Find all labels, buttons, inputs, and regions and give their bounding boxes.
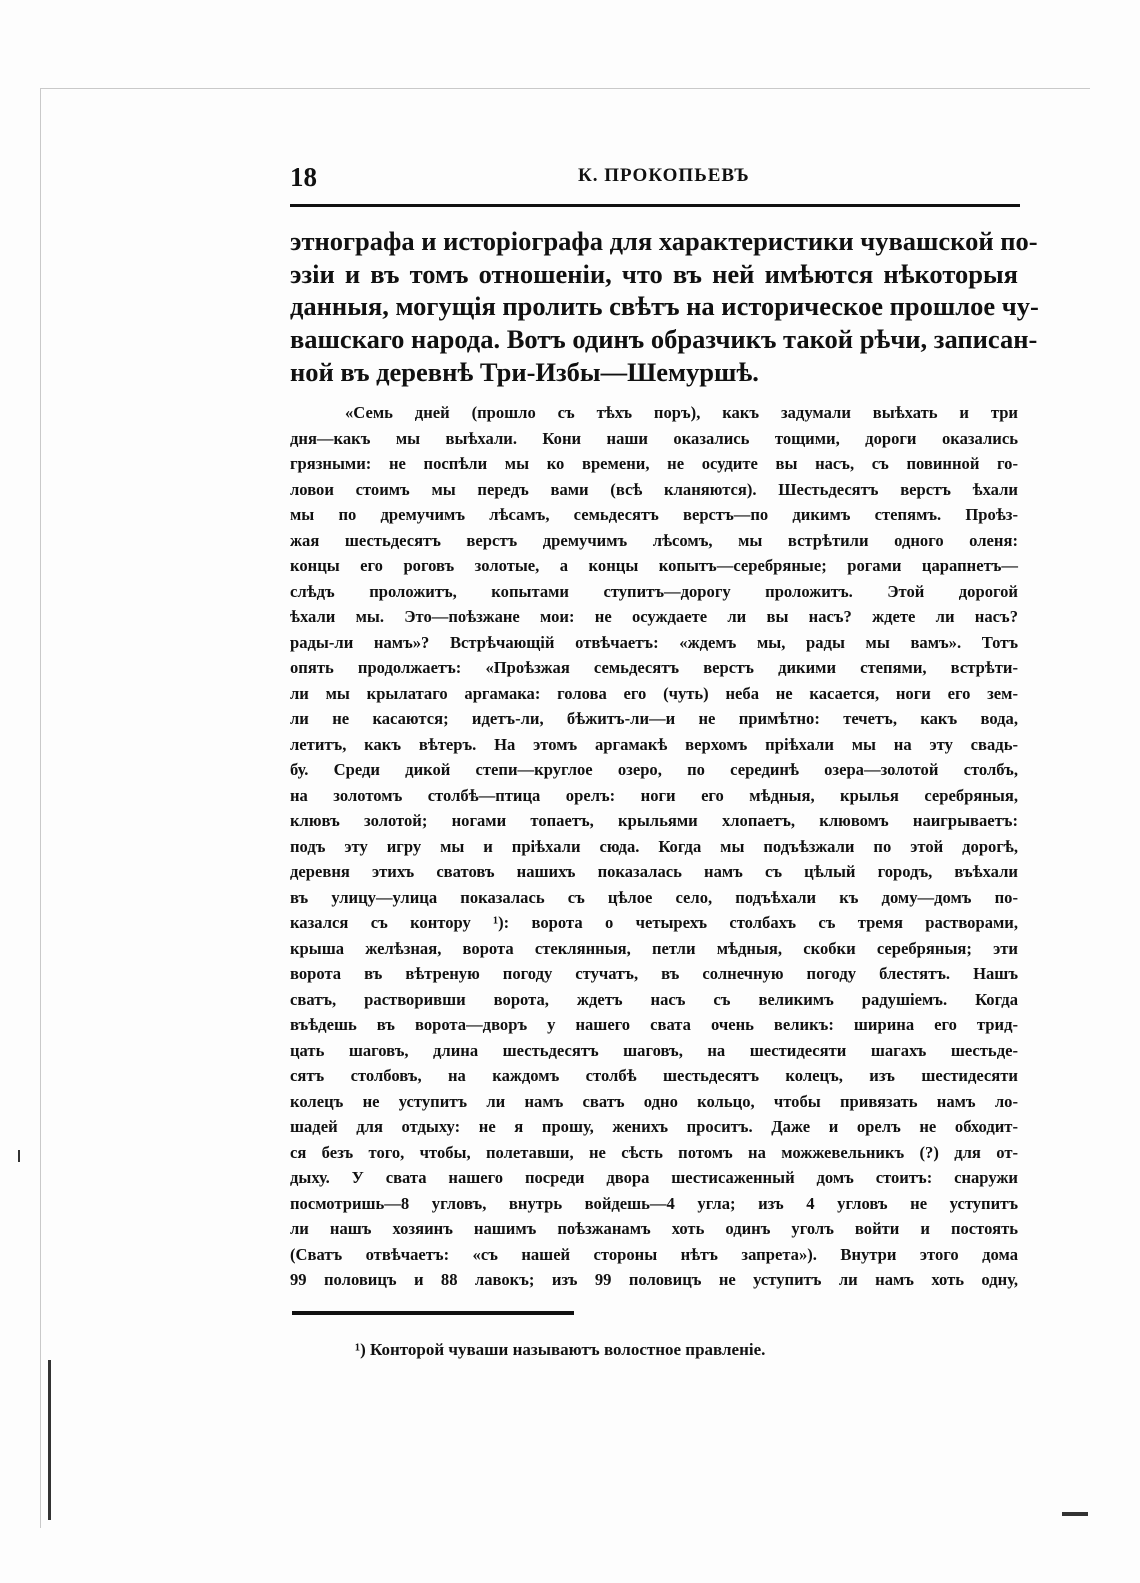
quote-line: колецъ не уступитъ ли намъ сватъ одно кольцо, чтобы привязать намъ ло- (290, 1091, 1018, 1111)
quote-line: посмотришь—8 угловъ, внутрь войдешь—4 угла; изъ 4 угловъ не уступитъ (290, 1193, 1018, 1213)
quote-line: дыху. У свата нашего посреди двора шестисаженный домъ стоитъ: снаружи (290, 1168, 1018, 1187)
running-title: К. ПРОКОПЬЕВЪ (578, 165, 750, 186)
text-line: вашскаго народа. Вотъ одинъ образчикъ такой рѣчи, записан- (290, 324, 1038, 355)
footnote-text: Конторой чуваши называютъ волостное правленіе. (370, 1340, 766, 1359)
quote-line: казался съ контору ¹): ворота о четырехъ столбахъ съ тремя растворами, (290, 913, 1018, 932)
header-rule (290, 204, 1020, 207)
quote-line: шадей для отдыху: не я прошу, женихъ проситъ. Даже и орелъ не обходит- (290, 1117, 1018, 1136)
quote-line: ли не касаются; идетъ-ли, бѣжитъ-ли—и не примѣтно: течетъ, какъ вода, (290, 709, 1018, 728)
footnote (355, 1340, 765, 1360)
quote-line: сятъ столбовъ, на каждомъ столбѣ шестьдесятъ колецъ, изъ шестидесяти (290, 1066, 1018, 1085)
quote-line: «Семь дней (прошло съ тѣхъ поръ), какъ задумали выѣхать и три (345, 403, 1018, 422)
scan-border-left (40, 88, 41, 1528)
quote-line: цать шаговъ, длина шестьдесятъ шаговъ, на шестидесяти шагахъ шестьде- (290, 1040, 1018, 1060)
quote-line: грязными: не поспѣли мы ко времени, не осудите вы насъ, съ повинной го- (290, 454, 1018, 473)
quote-line: слѣдъ проложитъ, копытами ступитъ—дорогу проложитъ. Этой дорогой (290, 581, 1018, 601)
scan-border-top (40, 88, 1090, 89)
quote-line: сватъ, растворивши ворота, ждетъ насъ съ великимъ радушіемъ. Когда (290, 989, 1018, 1009)
main-paragraph (290, 225, 1039, 389)
page-number: 18 (290, 162, 317, 192)
quote-line: опять продолжаетъ: «Проѣзжая семьдесятъ верстъ дикими степями, встрѣти- (290, 658, 1018, 677)
text-line: данныя, могущія пролить свѣтъ на историческое прошлое чу- (290, 291, 1039, 322)
quote-line: подъ эту игру мы и пріѣхали сюда. Когда мы подъѣзжали по этой дорогѣ, (290, 836, 1018, 856)
quote-line: крыша желѣзная, ворота стеклянныя, петли мѣдныя, скобки серебряныя; эти (290, 938, 1018, 958)
quote-line: рады-ли намъ»? Встрѣчающій отвѣчаетъ: «ждемъ мы, рады мы вамъ». Тотъ (290, 632, 1018, 652)
quote-line: (Сватъ отвѣчаетъ: «съ нашей стороны нѣтъ запрета»). Внутри этого дома (290, 1244, 1018, 1264)
scan-margin-mark (18, 1150, 20, 1162)
text-line: этнографа и исторіографа для характеристики чувашской по- (290, 226, 1038, 256)
text-line: ной въ деревнѣ Три-Избы—Шемуршѣ. (290, 356, 759, 387)
quote-line: на золотомъ столбѣ—птица орелъ: ноги его мѣдныя, крылья серебряныя, (290, 785, 1018, 805)
quote-line: ловои стоимъ мы передъ вами (всѣ кланяются). Шестьдесятъ верстъ ѣхали (290, 479, 1018, 499)
quote-line: ли мы крылатаго аргамака: голова его (чуть) неба не касается, ноги его зем- (290, 683, 1018, 703)
quote-line: ворота въ вѣтреную погоду стучатъ, въ солнечную погоду блестятъ. Нашъ (290, 964, 1018, 983)
quote-line: концы его роговъ золотые, а концы копытъ—серебряные; рогами царапнетъ— (290, 556, 1018, 575)
scan-margin-mark (48, 1360, 51, 1520)
quoted-speech (290, 400, 1018, 1293)
quote-line: 99 половицъ и 88 лавокъ; изъ 99 половицъ не уступитъ ли намъ хоть одну, (290, 1270, 1018, 1289)
footnote-rule (292, 1311, 574, 1315)
quote-line: бу. Среди дикой степи—круглое озеро, по серединѣ озера—золотой столбъ, (290, 760, 1018, 779)
quote-line: жая шестьдесятъ верстъ дремучимъ лѣсомъ, мы встрѣтили одного оленя: (290, 530, 1018, 550)
quote-line: клювъ золотой; ногами топаетъ, крыльями хлопаетъ, клювомъ наигрываетъ: (290, 811, 1018, 830)
quote-line: ѣхали мы. Это—поѣзжане мои: не осуждаете ли вы насъ? ждете ли насъ? (290, 607, 1018, 626)
scan-corner-mark (1062, 1512, 1088, 1516)
quote-line: мы по дремучимъ лѣсамъ, семьдесятъ верстъ—по дикимъ степямъ. Проѣз- (290, 505, 1018, 524)
quote-line: въѣдешь въ ворота—дворъ у нашего свата очень великъ: ширина его трид- (290, 1015, 1018, 1034)
quote-line: дня—какъ мы выѣхали. Кони наши оказались тощими, дороги оказались (290, 428, 1018, 448)
quote-line: летитъ, какъ вѣтеръ. На этомъ аргамакѣ верхомъ пріѣхали мы на эту свадь- (290, 734, 1018, 754)
quote-line: ли нашъ хозяинъ нашимъ поѣзжанамъ хоть одинъ уголъ войти и постоять (290, 1219, 1018, 1238)
quote-line: ся безъ того, чтобы, полетавши, не сѣсть потомъ на можжевельникъ (?) для от- (290, 1142, 1018, 1162)
quote-line: деревня этихъ сватовъ нашихъ показалась намъ съ цѣлый городъ, въѣхали (290, 862, 1018, 881)
text-line: эзіи и въ томъ отношеніи, что въ ней имѣются нѣкоторыя (290, 258, 1018, 289)
footnote-marker: ¹) (355, 1340, 366, 1359)
quote-line: въ улицу—улица показалась съ цѣлое село, подъѣхали къ дому—домъ по- (290, 887, 1018, 907)
